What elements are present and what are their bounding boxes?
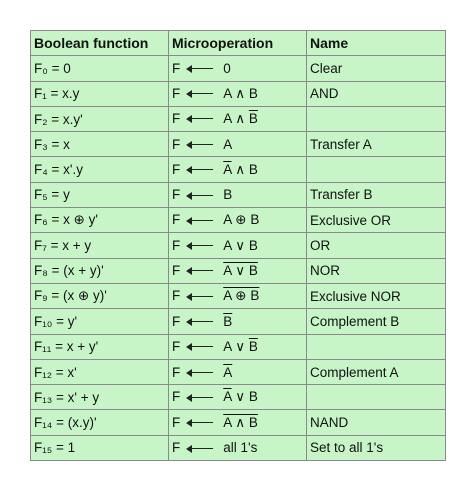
operation-expression: [223, 339, 258, 355]
left-arrow-icon: [186, 165, 213, 175]
operation-expression: [223, 61, 231, 76]
table-row: [31, 132, 446, 157]
left-arrow-icon: [186, 393, 213, 403]
operand: A: [223, 136, 233, 152]
table-row: [31, 283, 446, 308]
operand: all 1's: [223, 440, 258, 456]
microoperation-cell: [169, 334, 307, 359]
boolean-function-cell: F₁₀ = y': [31, 309, 169, 334]
left-arrow-icon: [186, 317, 213, 327]
target-register: F: [172, 288, 181, 304]
target-register: F: [172, 364, 181, 380]
boolean-function-cell: F₂ = x.y': [31, 106, 169, 131]
operand: B: [223, 187, 233, 203]
microoperation-cell: [169, 309, 307, 334]
complemented-operand: $\overline{B}$: [223, 313, 233, 329]
target-register: F: [172, 237, 181, 253]
boolean-function-cell: F₁ = x.y: [31, 81, 169, 106]
target-register: F: [172, 262, 181, 278]
target-register: F: [172, 60, 181, 76]
operand: ∨ B: [231, 389, 258, 405]
boolean-function-cell: F₁₂ = x': [31, 359, 169, 384]
complemented-operand: $\overline{A}$: [223, 364, 233, 380]
table-row: [31, 334, 446, 359]
operation-expression: [223, 212, 259, 228]
microoperation-cell: [169, 182, 307, 207]
microoperation-cell: [169, 435, 307, 460]
target-register: F: [172, 414, 181, 430]
left-arrow-icon: [186, 292, 213, 302]
boolean-function-cell: F₈ = (x + y)': [31, 258, 169, 283]
header-microoperation: Microoperation: [169, 31, 307, 56]
operation-name-cell: Set to all 1's: [307, 435, 446, 460]
operation-name-cell: NAND: [307, 410, 446, 435]
table-row: [31, 208, 446, 233]
operation-name-cell: Transfer A: [307, 132, 446, 157]
table-row: [31, 56, 446, 81]
complemented-operand: A ⊕ B: [223, 288, 260, 304]
operation-name-cell: Exclusive OR: [307, 208, 446, 233]
microoperation-cell: [169, 56, 307, 81]
operation-name-cell: Transfer B: [307, 182, 446, 207]
table-row: [31, 385, 446, 410]
target-register: F: [172, 313, 181, 329]
target-register: F: [172, 187, 181, 203]
left-arrow-icon: [186, 216, 213, 226]
operation-name-cell: [307, 157, 446, 182]
operation-expression: [223, 263, 258, 279]
operation-expression: [223, 314, 232, 329]
table-row: [31, 106, 446, 131]
operation-name-cell: AND: [307, 81, 446, 106]
boolean-function-cell: F₉ = (x ⊕ y)': [31, 283, 169, 308]
table-row: [31, 157, 446, 182]
target-register: F: [172, 338, 181, 354]
table-row: [31, 81, 446, 106]
header-boolean-function: Boolean function: [31, 31, 169, 56]
table-row: [31, 233, 446, 258]
operation-name-cell: NOR: [307, 258, 446, 283]
left-arrow-icon: [186, 114, 213, 124]
microoperation-cell: [169, 106, 307, 131]
operand: 0: [223, 60, 231, 76]
boolean-function-cell: F₀ = 0: [31, 56, 169, 81]
operation-expression: [223, 389, 258, 405]
complemented-operand: $\overline{A}$: [223, 389, 232, 405]
operation-expression: [223, 365, 232, 380]
boolean-function-cell: F₄ = x'.y: [31, 157, 169, 182]
table-row: [31, 182, 446, 207]
microoperation-cell: [169, 157, 307, 182]
operand: ∧ B: [231, 161, 258, 177]
operation-name-cell: [307, 334, 446, 359]
boolean-function-cell: F₃ = x: [31, 132, 169, 157]
boolean-function-cell: F₁₃ = x' + y: [31, 385, 169, 410]
target-register: F: [172, 212, 181, 228]
operation-expression: [223, 238, 258, 254]
microoperation-cell: [169, 410, 307, 435]
target-register: F: [172, 389, 181, 405]
microoperation-cell: [169, 258, 307, 283]
left-arrow-icon: [186, 140, 213, 150]
operation-name-cell: [307, 385, 446, 410]
left-arrow-icon: [186, 191, 213, 201]
left-arrow-icon: [186, 64, 213, 74]
table-row: [31, 435, 446, 460]
microoperation-cell: [169, 233, 307, 258]
operation-expression: [223, 86, 258, 102]
operation-name-cell: [307, 106, 446, 131]
operation-expression: [223, 137, 232, 152]
complemented-operand: $\overline{A}$: [223, 161, 232, 177]
table-row: [31, 258, 446, 283]
microoperation-cell: [169, 385, 307, 410]
operation-expression: [223, 415, 258, 431]
table-row: [31, 359, 446, 384]
operand: A ⊕ B: [223, 212, 260, 228]
left-arrow-icon: [186, 266, 213, 276]
complemented-operand: $\overline{B}$: [248, 338, 258, 354]
left-arrow-icon: [186, 368, 213, 378]
table-row: [31, 309, 446, 334]
table-header-row: [31, 31, 446, 56]
operand: A ∨ B: [223, 237, 258, 253]
target-register: F: [172, 111, 181, 127]
operation-expression: [223, 288, 259, 304]
operation-name-cell: Complement A: [307, 359, 446, 384]
boolean-function-table: [30, 30, 446, 461]
left-arrow-icon: [186, 342, 213, 352]
boolean-function-cell: F₁₁ = x + y': [31, 334, 169, 359]
microoperation-cell: [169, 283, 307, 308]
left-arrow-icon: [186, 241, 213, 251]
boolean-function-cell: F₇ = x + y: [31, 233, 169, 258]
operand: A ∧: [223, 111, 249, 127]
complemented-operand: A ∧ B: [223, 414, 258, 430]
microoperation-cell: [169, 359, 307, 384]
microoperation-cell: [169, 132, 307, 157]
target-register: F: [172, 161, 181, 177]
operand: A ∧ B: [223, 85, 258, 101]
operand: A ∨: [223, 338, 249, 354]
operation-name-cell: Complement B: [307, 309, 446, 334]
table-row: [31, 410, 446, 435]
boolean-function-cell: F₁₄ = (x.y)': [31, 410, 169, 435]
operation-expression: [223, 111, 258, 127]
boolean-function-cell: F₆ = x ⊕ y': [31, 208, 169, 233]
operation-name-cell: Clear: [307, 56, 446, 81]
left-arrow-icon: [186, 444, 213, 454]
complemented-operand: $\overline{B}$: [248, 111, 258, 127]
left-arrow-icon: [186, 418, 213, 428]
left-arrow-icon: [186, 89, 213, 99]
operation-expression: [223, 162, 258, 178]
table-body: [31, 56, 446, 461]
boolean-function-cell: F₁₅ = 1: [31, 435, 169, 460]
operation-name-cell: Exclusive NOR: [307, 283, 446, 308]
operation-name-cell: OR: [307, 233, 446, 258]
operation-expression: [223, 440, 257, 455]
operation-expression: [223, 187, 232, 202]
target-register: F: [172, 440, 181, 456]
boolean-function-cell: F₅ = y: [31, 182, 169, 207]
target-register: F: [172, 85, 181, 101]
microoperation-cell: [169, 81, 307, 106]
header-name: Name: [307, 31, 446, 56]
microoperation-cell: [169, 208, 307, 233]
complemented-operand: A ∨ B: [223, 262, 258, 278]
target-register: F: [172, 136, 181, 152]
